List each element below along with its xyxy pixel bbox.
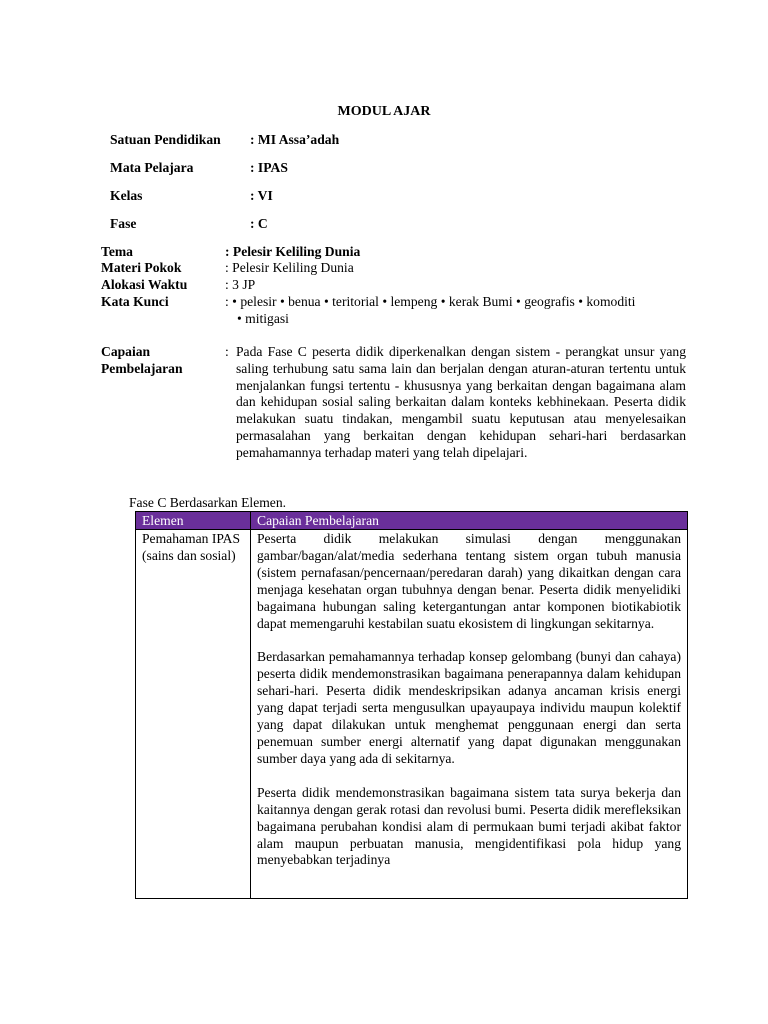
identity-label: Mata Pelajara [110, 160, 194, 175]
capaian-colon: : [225, 344, 229, 359]
meta-kunci-continuation: • mitigasi [237, 311, 289, 326]
meta-value: : Pelesir Keliling Dunia [225, 260, 354, 275]
capaian-label-line: Pembelajaran [101, 360, 183, 376]
identity-row-mapel [110, 160, 288, 176]
identity-value: : IPAS [250, 160, 288, 175]
meta-label: Alokasi Waktu [101, 277, 188, 292]
meta-label: Kata Kunci [101, 294, 169, 309]
meta-value: : • pelesir • benua • teritorial • lempeng • kerak Bumi • geografis • komoditi [225, 294, 636, 309]
capaian-paragraph: Peserta didik melakukan simulasi dengan menggunakan gambar/bagan/alat/media sederhana tentang sistem organ tubuh manusia (sistem pernafasan/pencernaan/peredaran darah) yang dikaitkan dengan cara menjaga kesehatan organ tubuhnya dengan benar. Peserta didik menyelidiki bagaimana hubungan saling ketergantungan antar komponen biotikabiotik dapat memengaruhi kestabilan suatu ekosistem di lingkungan sekitarnya. [257, 531, 681, 631]
meta-row-tema [101, 244, 360, 260]
capaian-label-line: Capaian [101, 344, 151, 359]
identity-label: Kelas [110, 188, 143, 203]
table-row [136, 530, 688, 899]
capaian-text: Pada Fase C peserta didik diperkenalkan dengan sistem - perangkat unsur yang saling terhubung satu sama lain dan berjalan dengan aturan-aturan tertentu untuk menjalankan fungsi tertentu - khususnya yang berkaitan dengan bagaimana alam dan kehidupan sosial saling berkaitan dalam konteks kebhinekaan. Peserta didik melakukan suatu tindakan, mengambil suatu keputusan atau menyelesaikan permasalahan yang berkaitan dengan kehidupan sehari-hari berdasarkan pemahamannya terhadap materi yang telah dipelajari. [236, 344, 686, 460]
column-header-elemen: Elemen [136, 512, 251, 530]
capaian-paragraph: Berdasarkan pemahamannya terhadap konsep gelombang (bunyi dan cahaya) peserta didik mendemonstrasikan bagaimana penerapannya dalam kehidupan sehari-hari. Peserta didik mendeskripsikan adanya ancaman krisis energi yang dapat terjadi serta mengusulkan upayaupaya individu maupun kolektif yang dapat dilakukan untuk menghemat penggunaan energi dan serta penemuan sumber energi alternatif yang dapat digunakan menggunakan sumber daya yang ada di sekitarnya. [257, 649, 681, 766]
table-header-row [136, 512, 688, 530]
meta-row-kunci [101, 294, 635, 310]
fase-heading: Fase C Berdasarkan Elemen. [129, 495, 287, 510]
identity-value: : VI [250, 188, 273, 203]
meta-value: : 3 JP [225, 277, 256, 292]
column-header-capaian: Capaian Pembelajaran [251, 512, 688, 530]
capaian-paragraph: Peserta didik mendemonstrasikan bagaimana sistem tata surya bekerja dan kaitannya dengan gerak rotasi dan revolusi bumi. Peserta didik merefleksikan bagaimana perubahan kondisi alam di permukaan bumi terjadi akibat faktor alam maupun perbuatan manusia, mengidentifikasi pola hidup yang menyebabkan terjadinya [257, 784, 681, 868]
identity-value: : MI Assa’adah [250, 132, 340, 147]
identity-label: Satuan Pendidikan [110, 132, 221, 147]
elemen-cell: Pemahaman IPAS (sains dan sosial) [136, 530, 251, 899]
elemen-table [135, 511, 688, 899]
meta-label: Materi Pokok [101, 260, 182, 275]
meta-row-materi [101, 260, 354, 276]
meta-value: : Pelesir Keliling Dunia [225, 244, 361, 259]
meta-label: Tema [101, 244, 133, 259]
identity-row-fase [110, 216, 268, 232]
identity-row-satuan [110, 132, 339, 148]
identity-row-kelas [110, 188, 273, 204]
document-title: MODUL AJAR [337, 104, 431, 119]
identity-value: : C [250, 216, 268, 231]
capaian-cell [251, 530, 688, 899]
capaian-label [101, 344, 183, 378]
identity-label: Fase [110, 216, 137, 231]
meta-row-alokasi [101, 277, 255, 293]
